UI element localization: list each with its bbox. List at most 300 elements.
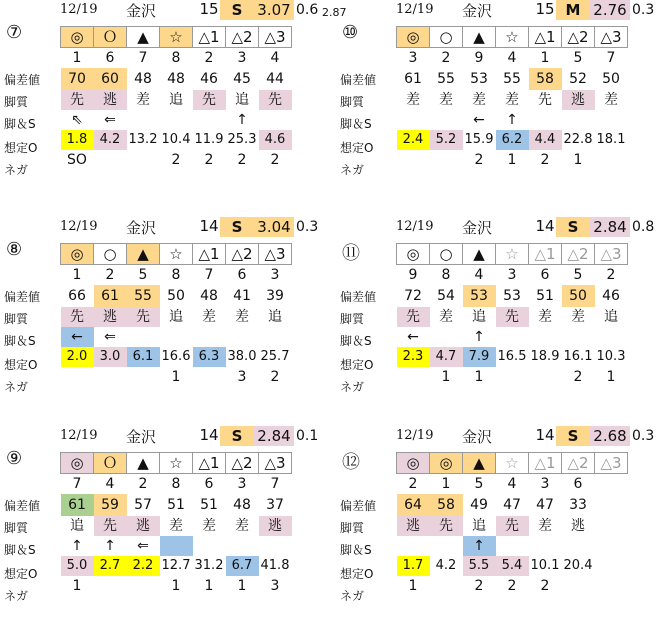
row-marks	[397, 244, 628, 265]
runner-count: 15	[535, 0, 555, 18]
style-cell: 差	[472, 92, 486, 108]
prediction-table	[396, 243, 628, 387]
marks-cell: △2	[562, 244, 595, 265]
legs-cell	[496, 536, 529, 556]
legs-cell	[160, 536, 193, 556]
legs-cell	[595, 536, 628, 556]
style-cell: 差	[202, 518, 216, 534]
race-score: 3.07	[254, 0, 294, 20]
nums-cell: 4	[270, 50, 280, 66]
dev-cell: 60	[94, 68, 127, 90]
runner-count: 15	[199, 0, 219, 18]
race-panel	[336, 0, 666, 205]
nega-cell: 1	[72, 578, 82, 594]
dev-cell: 53	[470, 71, 488, 87]
row-nega	[397, 576, 628, 596]
row-nega	[397, 150, 628, 170]
dev-cell: 53	[503, 288, 521, 304]
nums-cell: 7	[204, 267, 214, 283]
odds-cell: 10.3	[596, 349, 626, 364]
row-dev	[397, 68, 628, 90]
row-label-dev: 偏差値	[340, 499, 377, 513]
style-cell: 逃	[259, 516, 292, 536]
row-label-odds: 想定O	[4, 567, 38, 581]
marks-cell: △1	[193, 453, 226, 474]
legs-cell	[259, 110, 292, 130]
race-score-tertiary: 2.87	[322, 6, 347, 19]
dev-cell: 64	[397, 494, 430, 516]
legs-cell: ↑	[473, 329, 485, 345]
race-panel	[0, 426, 330, 631]
marks-cell: ▲	[127, 244, 160, 265]
dev-cell: 48	[134, 71, 152, 87]
row-odds	[397, 347, 628, 367]
marks-cell: ▲	[463, 27, 496, 48]
nums-cell: 2	[204, 50, 214, 66]
style-cell: 差	[235, 518, 249, 534]
row-label-style: 脚質	[4, 521, 29, 535]
nega-cell	[61, 367, 94, 387]
row-label-dev: 偏差値	[340, 73, 377, 87]
prediction-table	[60, 26, 292, 170]
style-cell: 追	[472, 518, 486, 534]
nums-cell: 4	[474, 267, 484, 283]
row-label-dev: 偏差値	[4, 499, 41, 513]
odds-cell: 5.4	[496, 556, 529, 576]
style-cell: 差	[406, 92, 420, 108]
nums-cell: 2	[138, 476, 148, 492]
style-cell: 追	[70, 518, 84, 534]
marks-cell: ▲	[463, 453, 496, 474]
odds-cell: 2.2	[127, 556, 160, 576]
marks-cell: △3	[595, 453, 628, 474]
row-marks	[397, 453, 628, 474]
nums-cell: 7	[270, 476, 280, 492]
dev-cell: 55	[503, 71, 521, 87]
row-odds	[397, 556, 628, 576]
style-cell	[595, 516, 628, 536]
row-nega	[61, 367, 292, 387]
row-style	[61, 90, 292, 110]
odds-cell: 2.3	[397, 347, 430, 367]
odds-cell: 4.4	[529, 130, 562, 150]
row-legs	[397, 327, 628, 347]
nums-cell: 8	[441, 267, 451, 283]
odds-cell: 6.7	[226, 556, 259, 576]
row-label-odds: 想定O	[340, 358, 374, 372]
nums-cell: 3	[270, 267, 280, 283]
odds-cell: 20.4	[563, 558, 593, 573]
odds-cell	[595, 556, 628, 576]
nums-cell: 5	[573, 267, 583, 283]
prediction-table	[60, 243, 292, 387]
legs-cell	[160, 327, 193, 347]
nums-cell: 9	[408, 267, 418, 283]
odds-cell: 2.0	[61, 347, 94, 367]
nums-cell: 3	[507, 267, 517, 283]
style-cell: 差	[136, 92, 150, 108]
dev-cell: 50	[602, 71, 620, 87]
nega-cell	[94, 576, 127, 596]
style-cell: 差	[604, 92, 618, 108]
dev-cell: 57	[134, 497, 152, 513]
dev-cell: 51	[167, 497, 185, 513]
legs-cell	[127, 327, 160, 347]
dev-cell: 52	[569, 71, 587, 87]
row-nums	[397, 474, 628, 495]
nega-cell: 1	[606, 369, 616, 385]
style-cell: 先	[259, 90, 292, 110]
legs-cell	[193, 536, 226, 556]
style-cell: 先	[94, 516, 127, 536]
venue-name: 金沢	[126, 219, 157, 237]
odds-cell: 16.6	[161, 349, 191, 364]
nums-cell: 5	[138, 267, 148, 283]
row-label-style: 脚質	[340, 95, 365, 109]
odds-cell: 10.1	[530, 558, 560, 573]
nums-cell: 8	[171, 50, 181, 66]
marks-cell: ☆	[160, 27, 193, 48]
style-cell: 差	[202, 309, 216, 325]
grade-badge: S	[220, 0, 254, 20]
odds-cell: 15.9	[464, 132, 494, 147]
marks-cell: ▲	[127, 27, 160, 48]
style-cell: 差	[571, 309, 585, 325]
row-label-odds: 想定O	[4, 358, 38, 372]
dev-cell: 50	[562, 285, 595, 307]
legs-cell	[562, 327, 595, 347]
nums-cell: 3	[540, 476, 550, 492]
style-cell: 先	[538, 92, 552, 108]
odds-cell: 5.5	[463, 556, 496, 576]
row-nums	[61, 474, 292, 495]
dev-cell: 51	[536, 288, 554, 304]
style-cell: 逃	[94, 307, 127, 327]
style-cell: 差	[235, 309, 249, 325]
dev-cell: 61	[94, 285, 127, 307]
row-dev	[397, 285, 628, 307]
nega-cell: 2	[204, 152, 214, 168]
row-label-style: 脚質	[4, 312, 29, 326]
style-cell: 先	[193, 90, 226, 110]
legs-cell: ↑	[463, 536, 496, 556]
race-panel	[0, 0, 347, 205]
odds-cell: 4.2	[94, 130, 127, 150]
dev-cell: 61	[404, 71, 422, 87]
marks-cell: ▲	[127, 453, 160, 474]
dev-cell: 61	[61, 494, 94, 516]
race-panel	[336, 217, 666, 422]
row-nega	[397, 367, 628, 387]
marks-cell: △2	[562, 27, 595, 48]
style-cell: 先	[61, 307, 94, 327]
row-label-nega: ネガ	[340, 380, 365, 394]
row-dev	[61, 494, 292, 516]
style-cell: 逃	[127, 516, 160, 536]
legs-cell: ⇖	[71, 112, 83, 128]
grade-badge: S	[556, 426, 590, 446]
row-label-legs: 脚＆S	[4, 543, 36, 557]
style-cell: 差	[439, 309, 453, 325]
venue-name: 金沢	[462, 219, 493, 237]
odds-cell: 6.3	[193, 347, 226, 367]
marks-cell: △2	[562, 453, 595, 474]
marks-cell: ◎	[397, 244, 430, 265]
race-score-secondary: 0.1	[296, 428, 319, 444]
row-label-odds: 想定O	[340, 141, 374, 155]
legs-cell: ↑	[236, 112, 248, 128]
legs-cell: ←	[407, 329, 419, 345]
style-cell: 逃	[562, 90, 595, 110]
nega-cell: 3	[237, 369, 247, 385]
odds-cell: 38.0	[227, 349, 257, 364]
nega-cell: 2	[573, 369, 583, 385]
marks-cell: △3	[595, 244, 628, 265]
nega-cell: 2	[540, 578, 550, 594]
style-cell: 先	[127, 307, 160, 327]
nega-cell: 3	[270, 578, 280, 594]
marks-cell: Ｏ	[94, 453, 127, 474]
legs-cell	[226, 536, 259, 556]
race-score-secondary: 0.3	[632, 428, 655, 444]
marks-cell: ☆	[496, 244, 529, 265]
row-legs	[61, 536, 292, 556]
odds-cell: 5.0	[61, 556, 94, 576]
race-number: ⑫	[342, 452, 360, 473]
nums-cell: 5	[573, 50, 583, 66]
odds-cell: 4.6	[259, 130, 292, 150]
race-score: 2.84	[254, 426, 294, 446]
marks-cell: △3	[259, 27, 292, 48]
venue-name: 金沢	[126, 428, 157, 446]
dev-cell: 37	[266, 497, 284, 513]
row-marks	[397, 27, 628, 48]
prediction-table	[60, 452, 292, 596]
row-label-nega: ネガ	[4, 380, 29, 394]
nega-cell	[595, 576, 628, 596]
grade-badge: S	[220, 217, 254, 237]
nega-cell: 2	[171, 152, 181, 168]
row-nega	[61, 576, 292, 596]
legs-cell: ⇐	[104, 329, 116, 345]
legs-cell	[529, 110, 562, 130]
marks-cell: △1	[193, 244, 226, 265]
race-number: ⑧	[6, 239, 23, 260]
nums-cell: 9	[474, 50, 484, 66]
nums-cell: 8	[171, 267, 181, 283]
style-cell: 追	[235, 92, 249, 108]
row-label-legs: 脚＆S	[4, 334, 36, 348]
marks-cell: △1	[529, 453, 562, 474]
dev-cell: 47	[503, 497, 521, 513]
odds-cell: 25.3	[227, 132, 257, 147]
nega-cell	[94, 150, 127, 170]
legs-cell	[259, 327, 292, 347]
nega-cell	[562, 576, 595, 596]
row-odds	[61, 556, 292, 576]
race-date: 12/19	[396, 219, 434, 234]
marks-cell: ○	[94, 244, 127, 265]
style-cell: 先	[397, 307, 430, 327]
nega-cell	[529, 367, 562, 387]
nega-cell	[127, 367, 160, 387]
dev-cell: 58	[529, 68, 562, 90]
row-nega	[61, 150, 292, 170]
nums-cell: 3	[408, 50, 418, 66]
nums-cell: 6	[204, 476, 214, 492]
race-date: 12/19	[60, 2, 98, 17]
race-score-secondary: 0.6	[296, 2, 319, 18]
nums-cell: 2	[441, 50, 451, 66]
dev-cell: 39	[266, 288, 284, 304]
row-label-nega: ネガ	[340, 163, 365, 177]
row-style	[61, 516, 292, 536]
marks-cell: ☆	[160, 453, 193, 474]
nums-cell: 1	[540, 50, 550, 66]
row-label-style: 脚質	[4, 95, 29, 109]
odds-cell: 11.9	[194, 132, 224, 147]
dev-cell: 59	[94, 494, 127, 516]
legs-cell: ←	[473, 112, 485, 128]
nega-cell	[397, 150, 430, 170]
nega-cell	[397, 367, 430, 387]
legs-cell: ←	[61, 327, 94, 347]
nega-cell: 2	[237, 152, 247, 168]
row-legs	[61, 110, 292, 130]
row-label-legs: 脚＆S	[4, 117, 36, 131]
odds-cell: 2.4	[397, 130, 430, 150]
odds-cell: 18.1	[596, 132, 626, 147]
grade-badge: M	[556, 0, 590, 20]
odds-cell: 3.0	[94, 347, 127, 367]
race-panel	[0, 217, 330, 422]
row-nums	[61, 265, 292, 286]
marks-cell: ◎	[61, 453, 94, 474]
nega-cell: 1	[507, 152, 517, 168]
style-cell: 追	[472, 309, 486, 325]
odds-cell: 25.7	[260, 349, 290, 364]
nega-cell: 2	[507, 578, 517, 594]
nega-cell: 1	[441, 369, 451, 385]
dev-cell: 58	[430, 494, 463, 516]
style-cell: 差	[439, 92, 453, 108]
nums-cell: 3	[237, 50, 247, 66]
nega-cell: 1	[171, 369, 181, 385]
dev-cell: 50	[167, 288, 185, 304]
row-label-legs: 脚＆S	[340, 117, 372, 131]
nums-cell: 1	[441, 476, 451, 492]
dev-cell: 33	[569, 497, 587, 513]
row-style	[397, 307, 628, 327]
style-cell: 先	[496, 307, 529, 327]
grade-badge: S	[556, 217, 590, 237]
nega-cell: 1	[171, 578, 181, 594]
marks-cell: △2	[226, 453, 259, 474]
legs-cell	[562, 110, 595, 130]
prediction-table	[396, 26, 628, 170]
row-style	[61, 307, 292, 327]
dev-cell: 51	[200, 497, 218, 513]
nums-cell: 6	[105, 50, 115, 66]
nega-cell: SO	[67, 152, 87, 168]
odds-cell: 22.8	[563, 132, 593, 147]
legs-cell	[430, 536, 463, 556]
row-label-nega: ネガ	[4, 163, 29, 177]
row-legs	[397, 110, 628, 130]
race-score: 3.04	[254, 217, 294, 237]
row-label-style: 脚質	[340, 521, 365, 535]
dev-cell: 48	[200, 288, 218, 304]
race-number: ⑪	[342, 243, 360, 264]
row-dev	[61, 285, 292, 307]
race-date: 12/19	[396, 428, 434, 443]
nega-cell: 2	[270, 369, 280, 385]
nega-cell	[127, 576, 160, 596]
row-odds	[61, 347, 292, 367]
dev-cell: 48	[233, 497, 251, 513]
row-nums	[397, 48, 628, 69]
legs-cell	[430, 327, 463, 347]
style-cell: 逃	[397, 516, 430, 536]
nega-cell	[595, 150, 628, 170]
nums-cell: 2	[105, 267, 115, 283]
nega-cell	[94, 367, 127, 387]
nega-cell: 2	[270, 152, 280, 168]
legs-cell	[529, 536, 562, 556]
marks-cell: △1	[529, 244, 562, 265]
style-cell: 差	[169, 518, 183, 534]
odds-cell: 4.2	[435, 558, 457, 573]
legs-cell: ⇐	[137, 538, 149, 554]
nega-cell	[496, 367, 529, 387]
marks-cell: △2	[226, 27, 259, 48]
row-dev	[61, 68, 292, 90]
nums-cell: 2	[606, 267, 616, 283]
marks-cell: ◎	[430, 453, 463, 474]
row-style	[397, 90, 628, 110]
marks-cell: △1	[529, 27, 562, 48]
odds-cell: 7.9	[463, 347, 496, 367]
nums-cell: 1	[72, 50, 82, 66]
odds-cell: 18.9	[530, 349, 560, 364]
marks-cell: ☆	[160, 244, 193, 265]
odds-cell: 6.1	[127, 347, 160, 367]
marks-cell: △1	[193, 27, 226, 48]
legs-cell	[595, 327, 628, 347]
runner-count: 14	[535, 426, 555, 444]
nega-cell	[430, 576, 463, 596]
legs-cell	[430, 110, 463, 130]
odds-cell: 4.7	[430, 347, 463, 367]
odds-cell: 1.7	[397, 556, 430, 576]
nums-cell: 5	[474, 476, 484, 492]
nega-cell: 1	[573, 152, 583, 168]
nums-cell	[595, 474, 628, 495]
marks-cell: ○	[430, 27, 463, 48]
race-date: 12/19	[60, 428, 98, 443]
dev-cell: 55	[437, 71, 455, 87]
odds-cell: 31.2	[194, 558, 224, 573]
style-cell: 差	[538, 518, 552, 534]
row-label-nega: ネガ	[4, 589, 29, 603]
nums-cell: 6	[237, 267, 247, 283]
race-date: 12/19	[396, 2, 434, 17]
style-cell: 追	[169, 92, 183, 108]
legs-cell	[562, 536, 595, 556]
legs-cell	[259, 536, 292, 556]
dev-cell: 48	[167, 71, 185, 87]
dev-cell: 54	[437, 288, 455, 304]
